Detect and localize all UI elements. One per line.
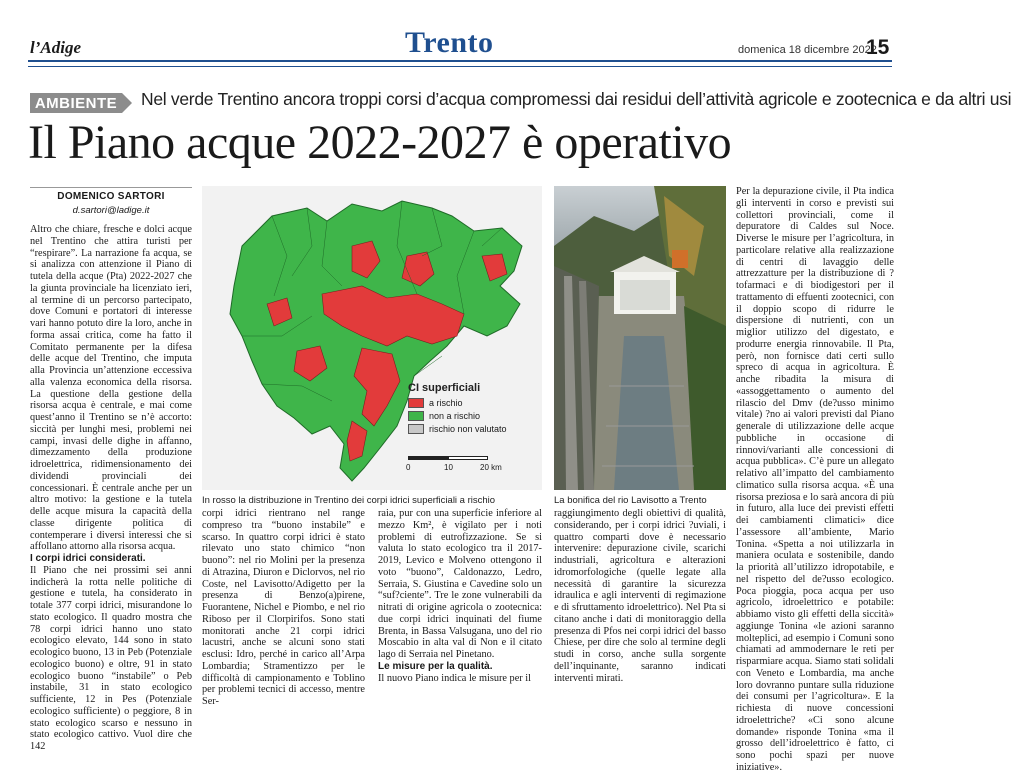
scale-label: 0 xyxy=(406,463,411,472)
map-caption: In rosso la distribuzione in Trentino dei corpi idrici superficiali a rischio xyxy=(202,495,496,506)
legend-swatch-a-rischio xyxy=(408,398,424,408)
article-paragraph: corpi idrici rientrano nel range compreso tra “buono instabile” e scarso. In quattro corpi idrici è stato rilevato uno stato chimico “non buono”: nel rio Molini per la presenza di Atrazina, Diuron e Diclorvos, nel rio Coste, nel Lavisotto/Adigetto per la presenza di Benzo(a)pirene, Fuorantene, Nichel e Piombo, e nel rio Riboso per il Clorpirifos. Sono stati monitorati anche 21 corpi idrici lacustri, anche se alcuni sono stati esclusi: Idro, perché in carico all’Arpa Lombardia; Stramentizzo per le difficoltà di campionamento e Toblino per problemi tecnici di accesso, mentre Ser- xyxy=(202,508,365,707)
article-paragraph: raia, pur con una superficie inferiore al mezzo Km², è vigilato per i noti problemi di eutrofizzazione. Se si valuta lo stato ecologico tra il 2017-2019, Levico e Molveno ottengono il voto “buono”, Caldonazzo, Ledro, Serraia, S. Giustina e Cavedine solo un “suf?ciente”. Tre le zone vulnerabili da nitrati di origine agricola o zootecnica: due corpi idrici inquinati del fiume Brenta, in Bassa Valsugana, uno del rio Moscabio in alta val di Non e il citato lago di Serraia nel Pinetano. xyxy=(378,508,542,660)
trentino-map xyxy=(202,186,542,490)
article-column-4 xyxy=(554,508,726,684)
scale-label: 10 xyxy=(444,463,453,472)
legend-item xyxy=(408,424,528,434)
masthead-rule-thin xyxy=(28,66,892,67)
article-paragraph: Il Piano che nei prossimi sei anni indicherà la rotta nelle politiche di gestione e tutela, ha considerato in totale 377 corpi idrici, misurandone lo stato ecologico. Il quadro mostra che 78 corpi idrici hanno uno stato ecologico elevato, 144 sono in stato ecologico buono, 13 in Peb (Potenziale ecologico buono) e oltre, 91 in stato ecologico buono “instabile” o Peb instabile, 31 in stato ecologico sufficiente, 12 in Pes (Potenziale ecologico sufficiente) o peggiore, 8 in stato ecologico scarso e nessuno in stato ecologico cattivo. Vuol dire che 142 xyxy=(30,564,192,752)
legend-item xyxy=(408,398,528,408)
issue-date: domenica 18 dicembre 2022 xyxy=(738,44,877,56)
masthead-rule-top xyxy=(28,60,892,62)
legend-label: non a rischio xyxy=(429,411,481,421)
subheading-corpi-idrici: I corpi idrici considerati. xyxy=(30,553,146,564)
article-column-2 xyxy=(202,508,365,707)
legend-item xyxy=(408,411,528,421)
subheading-misure: Le misure per la qualità. xyxy=(378,660,493,672)
section-title: Trento xyxy=(405,26,494,59)
legend-swatch-non-valutato xyxy=(408,424,424,434)
kicker-subtitle: Nel verde Trentino ancora troppi corsi d’acqua compromessi dai residui dell’attività agricole e zootecnica e da altri usi xyxy=(141,89,1011,109)
photo-caption: La bonifica del rio Lavisotto a Trento xyxy=(554,495,707,506)
section-tag-arrow xyxy=(122,93,132,113)
article-column-1 xyxy=(30,224,192,752)
article-paragraph: Altro che chiare, fresche e dolci acque nel Trentino che attira turisti per “respirare”. La narrazione fa acqua, se si analizza con attenzione il Piano di tutela della acque (Pta) 2022-2027 che la giunta provinciale ha licenziato ieri, al termine di un percorso partecipato, dove Comuni e portatori di interesse vari hanno potuto dire la loro, anche in forma assai critica, come ha fatto il Comitato permanente per la difesa delle acque del Trentino, che imputa alla Provincia un’attenzione eccessiva alla valenza economica della risorsa. La questione della gestione della risorsa acqua è centrale, e mai come quest’anno il Trentino se n’è accorto: siccità per lunghi mesi, problemi nei campi, invasi delle dighe in affanno, dimezzamento della produzione idroelettrica, ridimensionamento dei dividendi provinciali dei concessionari. È centrale anche per un altro motivo: la gestione e la tutela delle acque misura la capacità della classe dirigente politica di contemperare i diversi interessi che si affollano attorno alla risorsa acqua. xyxy=(30,224,192,553)
article-paragraph: raggiungimento degli obiettivi di qualità, considerando, per i corpi idrici ?uviali, i quattro comparti dove è necessario intervenire: depurazione civile, scarichi industriali, agricoltura e alterazioni idromorfologiche (quelle legate alla necessità di garantire la sicurezza idraulica e agli interventi di regimazione e di sfruttamento idroelettrico). Nel Pta si citano anche i dati di monitoraggio della presenza di Pfos nei corpi idrici del basso Chiese, per dire che solo al termine degli studi in corso, anche sulla sorgente dell’inquinante, saranno indicati interventi mirati. xyxy=(554,508,726,684)
article-paragraph: Per la depurazione civile, il Pta indica gli interventi in corso e previsti sui collettori provinciali, come il depuratore di Caldes sul Noce. Diverse le misure per l’agricoltura, in particolare relative alla realizzazione di centri di lavaggio delle attrezzatture per la distribuzione di ?tofarmaci e di biodigestori per il trattamento di effuenti zootecnici, con il doppio scopo di ridurre le dispersione di nutrienti, con un miglior utilizzo del digestato, e produrre energia rinnovabile. Il Pta, però, non fornisce dati certi sullo spreco di acqua in agricoltura. È anche ribadita la misura di «assoggettamento o aumento del rilascio del Dmv (de?usso minimo vitale) ?no ai valori previsti dal Piano generale di utilizzazione delle acque pubbliche in occasione di rinnovi/varianti alle concessioni di acqua pubblica». C’è pure un allegato relativo all’impatto del cambiamento climatico sulla risorsa acqua. «È una risorsa preziosa e lo sarà ancora di più in futuro, alla luce dei previsti effetti dei cambiamenti climatici» dice l’assessore all’ambiente, Mario Tonina. «Spetta a noi utilizzarla in maniera oculata e sostenibile, dando la priorità all’utilizzo idropotabile, e nel rispetto del de?usso ecologico. Poca pioggia, poca acqua per uso agricolo, idroelettrico e potabile: abbiamo visto gli effetti della siccità» aggiunge Tonina «le azioni saranno molteplici, ad esempio i Comuni sono chiamati ad ammodernare le reti per risparmiare acqua. Siamo stati solidali con Veneto e Lombardia, ma anche loro dovranno puntare sulla riduzione dei consumi per l’agricoltura». E la richiesta di nuove concessioni idroelettriche? «Ci sono alcune domande» risponde Tonina «ma il grosso dell’idroelettrico è fatto, ci sono pochi spazi per nuove iniziative». xyxy=(736,186,894,773)
legend-label: rischio non valutato xyxy=(429,424,507,434)
map-legend xyxy=(408,382,528,437)
byline-rule xyxy=(30,187,192,188)
map-graphic xyxy=(202,186,542,490)
newspaper-name: l’Adige xyxy=(30,38,81,57)
headline: Il Piano acque 2022-2027 è operativo xyxy=(28,116,732,169)
page-number: 15 xyxy=(866,36,890,59)
legend-label: a rischio xyxy=(429,398,463,408)
article-paragraph: Il nuovo Piano indica le misure per il xyxy=(378,672,531,684)
article-column-3 xyxy=(378,508,542,684)
legend-swatch-non-a-rischio xyxy=(408,411,424,421)
scale-label: 20 km xyxy=(480,463,502,472)
author-email: d.sartori@ladige.it xyxy=(72,205,150,216)
legend-title: CI superficiali xyxy=(408,382,481,394)
river-photo xyxy=(554,186,726,490)
author-name: DOMENICO SARTORI xyxy=(57,191,165,202)
section-tag: AMBIENTE xyxy=(30,93,122,113)
photo-graphic xyxy=(554,186,726,490)
article-column-5 xyxy=(736,186,894,773)
map-scale-bar xyxy=(408,456,518,482)
